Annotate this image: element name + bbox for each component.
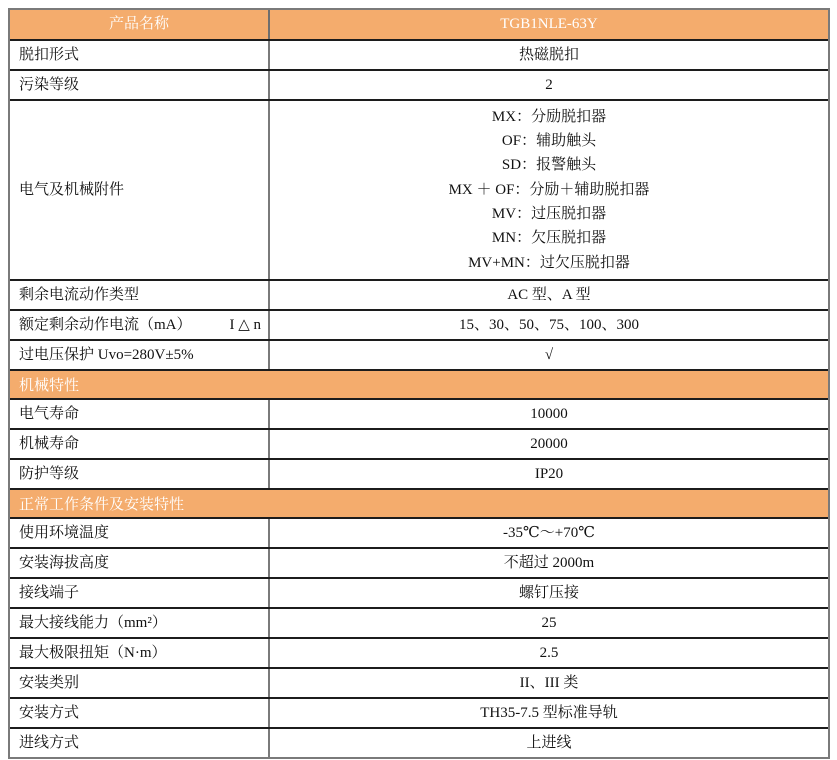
table-row [10,547,828,577]
row-value: -35℃～+70℃ [502,524,595,541]
table-row [10,577,828,607]
table-row [10,339,828,369]
row-value: TH35-7.5 型标准导轨 [480,704,618,721]
accessory-line: MX：分励脱扣器 [491,108,607,125]
checkmark-value: √ [544,346,554,363]
accessory-line: MV+MN：过欠压脱扣器 [468,254,630,271]
row-value: 2 [545,76,553,93]
row-label: 使用环境温度 [10,519,270,547]
table-row [10,39,828,69]
section-header-row [10,488,828,517]
row-label: 最大极限扭矩（N·m） [10,639,270,667]
row-label-text: 额定剩余动作电流（mA） [19,316,192,333]
row-value: IP20 [534,465,564,482]
table-row [10,667,828,697]
row-value: 25 [541,614,557,631]
table-row [10,637,828,667]
row-label: 安装海拔高度 [10,549,270,577]
row-label: 电气寿命 [10,400,270,428]
row-label: 过电压保护 Uvo=280V±5% [10,341,270,369]
accessory-line: OF：辅助触头 [501,133,597,150]
row-label: 最大接线能力（mm²） [10,609,270,637]
section-header-row [10,369,828,398]
row-value: 10000 [530,405,568,422]
row-value: 20000 [530,435,568,452]
table-row [10,727,828,757]
header-product-model: TGB1NLE-63Y [270,10,828,39]
row-value: 不超过 2000m [503,554,595,571]
accessory-line: MN：欠压脱扣器 [491,230,607,247]
spec-table [8,8,830,759]
row-value: II、III 类 [519,674,579,691]
table-row [10,69,828,99]
table-row [10,697,828,727]
row-label [10,311,270,339]
row-label: 污染等级 [10,71,270,99]
row-value-list [270,101,828,279]
row-value: 15、30、50、75、100、300 [458,316,639,333]
row-value: AC 型、A 型 [507,286,591,303]
table-row [10,279,828,309]
table-row [10,398,828,428]
section-title: 正常工作条件及安装特性 [19,497,185,513]
accessory-line: SD：报警触头 [501,157,597,174]
table-row [10,309,828,339]
row-label: 剩余电流动作类型 [10,281,270,309]
row-label: 接线端子 [10,579,270,607]
table-row [10,607,828,637]
row-label: 机械寿命 [10,430,270,458]
accessory-line: MX ＋ OF：分励＋辅助脱扣器 [448,181,650,198]
row-label-symbol: I △ n [229,316,261,333]
row-value: 2.5 [539,644,559,661]
row-label: 防护等级 [10,460,270,488]
table-row [10,458,828,488]
table-row [10,428,828,458]
table-row [10,517,828,547]
row-label: 安装方式 [10,699,270,727]
row-label: 进线方式 [10,729,270,757]
row-value: 热磁脱扣 [518,46,579,63]
row-value: 上进线 [526,734,572,751]
table-row-accessories [10,99,828,279]
row-label: 安装类别 [10,669,270,697]
accessory-line: MV：过压脱扣器 [491,206,607,223]
row-value: 螺钉压接 [518,584,579,601]
section-title: 机械特性 [19,378,80,394]
header-product-name-label: 产品名称 [10,10,270,39]
row-label: 电气及机械附件 [10,101,270,279]
row-label: 脱扣形式 [10,41,270,69]
table-header-row [10,10,828,39]
